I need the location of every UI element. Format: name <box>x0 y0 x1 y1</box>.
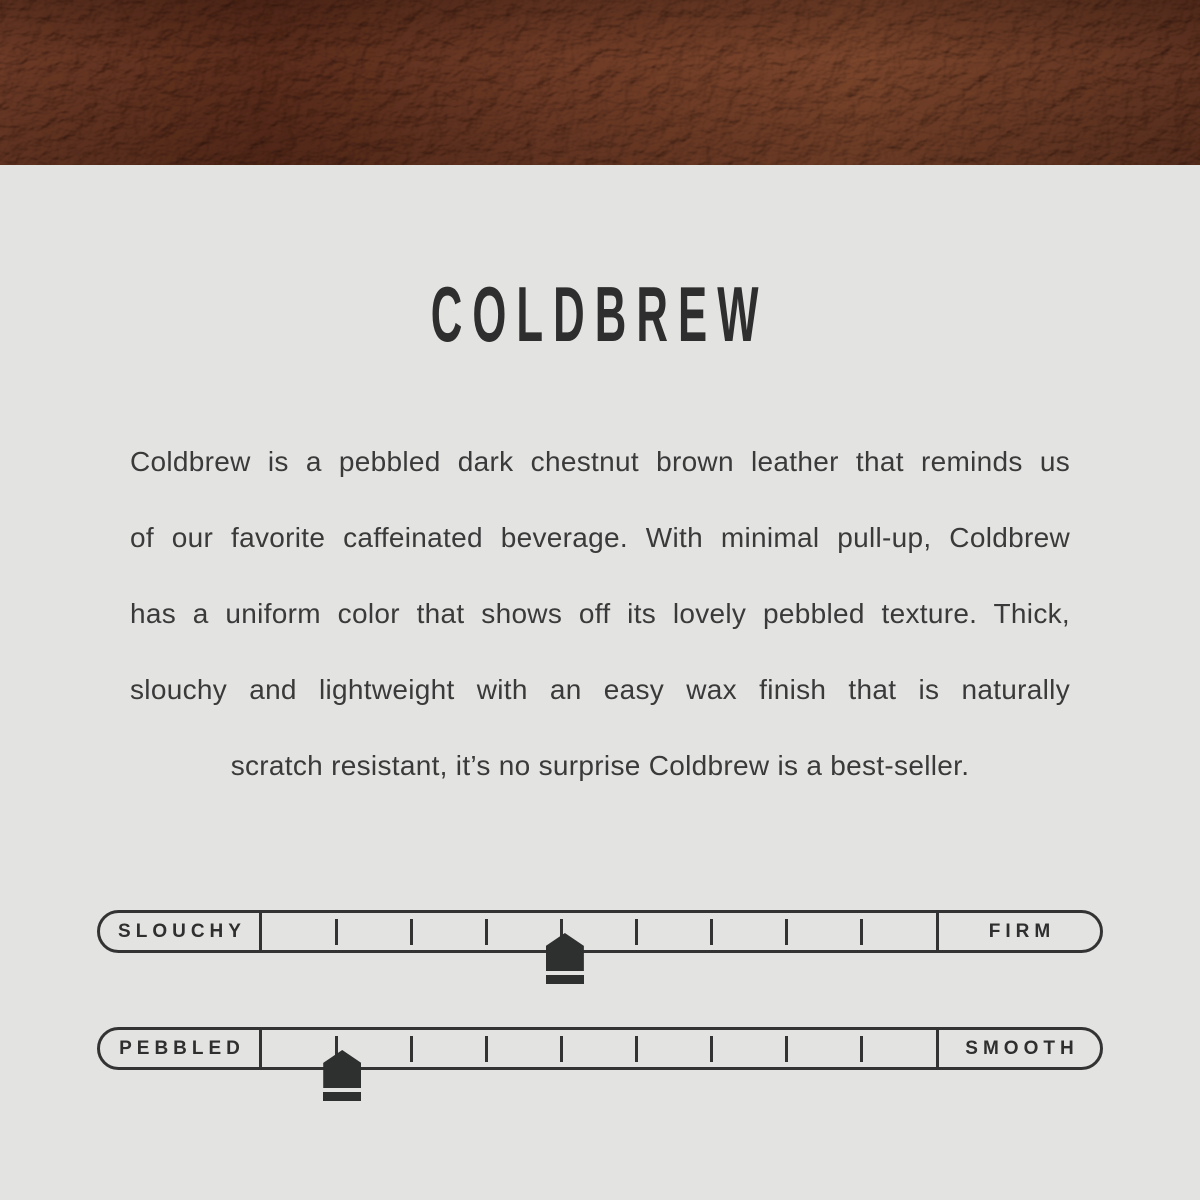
description <box>130 424 1070 804</box>
marker-pointer-icon <box>546 933 584 971</box>
description-line: has a uniform color that shows off its lovely pebbled texture. Thick, <box>130 598 1070 629</box>
scale-right-label: SMOOTH <box>936 1030 1100 1067</box>
scale-right-label: FIRM <box>936 913 1100 950</box>
description-line: Coldbrew is a pebbled dark chestnut brown leather that reminds us <box>130 446 1070 477</box>
scale-left-label: SLOUCHY <box>100 913 262 950</box>
scale-pebbled-smooth <box>97 1027 1103 1070</box>
marker-base-bar <box>323 1092 361 1101</box>
tick-mark <box>485 1036 488 1062</box>
scale-track <box>262 1030 936 1067</box>
tick-mark <box>635 919 638 945</box>
description-line: scratch resistant, it’s no surprise Coldbrew is a best-seller. <box>230 750 970 781</box>
description-line: of our favorite caffeinated beverage. With minimal pull-up, Coldbrew <box>130 522 1070 553</box>
tick-mark <box>785 919 788 945</box>
tick-mark <box>860 919 863 945</box>
tick-mark <box>560 1036 563 1062</box>
tick-mark <box>710 1036 713 1062</box>
marker-base-bar <box>546 975 584 984</box>
tick-mark <box>710 919 713 945</box>
tick-mark <box>335 919 338 945</box>
marker-pointer-icon <box>323 1050 361 1088</box>
scale-left-label: PEBBLED <box>100 1030 262 1067</box>
leather-swatch-image <box>0 0 1200 165</box>
tick-mark <box>410 1036 413 1062</box>
scale-track <box>262 913 936 950</box>
page-title-text: COLDBREW <box>431 270 769 358</box>
description-line: slouchy and lightweight with an easy wax finish that is naturally <box>130 674 1070 705</box>
tick-mark <box>485 919 488 945</box>
tick-mark <box>635 1036 638 1062</box>
scale-marker <box>323 1050 361 1101</box>
page-title <box>0 272 1200 356</box>
scale-slouchy-firm <box>97 910 1103 953</box>
tick-mark <box>410 919 413 945</box>
scale-marker <box>546 933 584 984</box>
tick-mark <box>860 1036 863 1062</box>
tick-mark <box>785 1036 788 1062</box>
